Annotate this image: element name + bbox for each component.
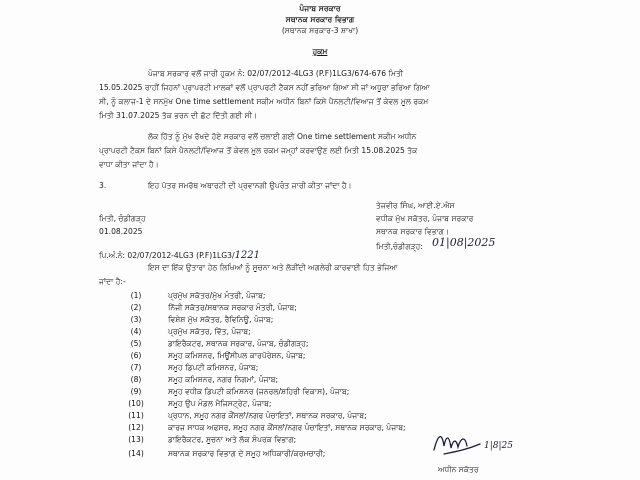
list-item-text: ਪ੍ਰਮੁੱਖ ਸਕੱਤਰ/ਮੁੱਖ ਮੰਤਰੀ, ਪੰਜਾਬ; [168, 291, 266, 300]
order-heading: ਹੁਕਮ [312, 47, 328, 56]
issue-date: 01.08.2025 [99, 227, 143, 236]
list-item-text: ਸਮੂਹ ਵਧੀਕ ਡਿਪਟੀ ਕਮਿਸ਼ਨਰ (ਜਨਰਲ/ਸ਼ਹਿਰੀ ਵਿਕਾਸ), ਪੰਜਾਬ; [168, 387, 350, 396]
list-item-number: (9) [130, 387, 142, 396]
paragraph-3-number: 3. [99, 181, 107, 190]
under-secretary-label: ਅਧੀਨ ਸਕੱਤਰ [438, 465, 479, 474]
list-item-number: (4) [130, 327, 142, 336]
signatory-name: ਤੇਜਵੀਰ ਸਿੰਘ, ਆਈ.ਏ.ਐਸ [376, 201, 455, 210]
endorsement-handwritten-number: 1221 [234, 250, 261, 261]
header-government: ਪੰਜਾਬ ਸਰਕਾਰ [299, 4, 341, 13]
paragraph-2-line-2: ਪ੍ਰਾਪਰਟੀ ਟੈਕਸ ਬਿਨਾਂ ਕਿਸੇ ਪੈਨਲਟੀ/ਵਿਆਜ ਤੋਂ ਕੇਵਲ ਮੂਲ ਰਕਮ ਜਮ੍ਹਾਂ ਕਰਵਾਉਣ ਲਈ ਮਿਤੀ 15.08.2025 ਤੱਕ [99, 146, 418, 155]
list-item-number: (13) [128, 435, 144, 444]
list-item-text: ਡਾਇਰੈਕਟਰ, ਸੂਚਨਾ ਅਤੇ ਲੋਕ ਸੰਪਰਕ ਵਿਭਾਗ; [168, 435, 297, 444]
list-item-number: (3) [130, 315, 142, 324]
footer-handwritten-date: 1|8|25 [484, 441, 513, 451]
list-item-text: ਸਮੂਹ ਉਪ ਮੰਡਲ ਮੈਜਿਸਟ੍ਰੇਟ, ਪੰਜਾਬ; [168, 399, 272, 408]
list-item-number: (7) [130, 363, 142, 372]
paragraph-1-line-2: 15.05.2025 ਰਾਹੀਂ ਜਿਹਨਾਂ ਪ੍ਰਾਪਰਟੀ ਮਾਲਕਾਂ ਵਲੋਂ ਪ੍ਰਾਪਰਟੀ ਟੈਕਸ ਨਹੀਂ ਭਰਿਆ ਗਿਆ ਸੀ ਜਾਂ ਅਧੂਰਾ ਭਰਿਆ ਗਿਆ [99, 83, 430, 92]
signatory-department: ਸਥਾਨਕ ਸਰਕਾਰ ਵਿਭਾਗ। [376, 227, 450, 236]
list-item-text: ਵਿਸ਼ੇਸ਼ ਮੁੱਖ ਸਕੱਤਰ, ਰੈਵਿਨਿਊ, ਪੰਜਾਬ; [168, 315, 274, 324]
list-item-number: (1) [130, 291, 142, 300]
list-item-text: ਪ੍ਰਮੁੱਖ ਸਕੱਤਰ, ਵਿੱਤ, ਪੰਜਾਬ; [168, 327, 251, 336]
issue-place: ਮਿਤੀ, ਚੰਡੀਗੜ੍ਹ [99, 214, 146, 223]
paragraph-2-line-3: ਵਾਧਾ ਕੀਤਾ ਜਾਂਦਾ ਹੈ। [99, 160, 159, 169]
list-item-text: ਨਿੱਜੀ ਸਕੱਤਰ/ਸਥਾਨਕ ਸਰਕਾਰ ਮੰਤਰੀ, ਪੰਜਾਬ; [168, 303, 297, 312]
paragraph-2-line-1: ਲੋਕ ਹਿੱਤ ਨੂੰ ਮੁੱਖ ਰੱਖਦੇ ਹੋਏ ਸਰਕਾਰ ਵਲੋਂ ਚਲਾਈ ਗਈ One time settlement ਸਕੀਮ ਅਧੀਨ [148, 132, 417, 141]
list-item-number: (12) [128, 423, 144, 432]
list-item-text: ਸਥਾਨਕ ਸਰਕਾਰ ਵਿਭਾਗ ਦੇ ਸਮੂਹ ਅਧਿਕਾਰੀ/ਕਰਮਚਾਰੀ; [168, 449, 326, 458]
list-item-number: (10) [128, 399, 144, 408]
signatory-place-date-label: ਮਿਤੀ,ਚੰਡੀਗੜ੍ਹ: [376, 242, 423, 251]
paragraph-1-line-3: ਸੀ, ਨੂੰ ਕਲਾਜ-1 ਦੇ ਸਨਮੁੱਖ One time settlement ਸਕੀਮ ਅਧੀਨ ਬਿਨਾਂ ਕਿਸੇ ਪੈਨਲਟੀ/ਵਿਆਜ ਤੋਂ ਕੇਵਲ ਮੂਲ ਰਕਮ [99, 97, 429, 106]
list-item-number: (6) [130, 351, 142, 360]
list-item-text: ਕਾਰਜ ਸਾਧਕ ਅਫਸਰ, ਸਮੂਹ ਨਗਰ ਕੌਂਸਲਾਂ/ਨਗਰ ਪੰਚਾਇਤਾਂ, ਸਥਾਨਕ ਸਰਕਾਰ, ਪੰਜਾਬ; [168, 423, 406, 432]
header-branch: (ਸਥਾਨਕ ਸਰਕਾਰ-3 ਸ਼ਾਖਾ) [281, 26, 359, 35]
list-item-number: (8) [130, 375, 142, 384]
list-item-text: ਪ੍ਰਧਾਨ, ਸਮੂਹ ਨਗਰ ਕੌਂਸਲਾਂ/ਨਗਰ ਪੰਚਾਇਤਾਂ, ਸਥਾਨਕ ਸਰਕਾਰ, ਪੰਜਾਬ; [168, 411, 367, 420]
signatory-handwritten-date: 01|08|2025 [432, 236, 496, 249]
list-item-text: ਸਮੂਹ ਡਿਪਟੀ ਕਮਿਸ਼ਨਰ, ਪੰਜਾਬ; [168, 363, 259, 372]
list-item-number: (11) [128, 411, 144, 420]
paragraph-1-line-4: ਮਿਤੀ 31.07.2025 ਤੱਕ ਭਰਨ ਦੀ ਛੋਟ ਦਿੱਤੀ ਗਈ ਸੀ। [99, 111, 258, 120]
endorsement-number-prefix: ਪਿ.ਅੰ.ਨੰ: 02/07/2012-4LG3 (P.F)1LG3/ [99, 251, 235, 260]
paragraph-1-line-1: ਪੰਜਾਬ ਸਰਕਾਰ ਵਲੋਂ ਜਾਰੀ ਹੁਕਮ ਨੰ: 02/07/2012-4LG3 (P.F)1LG3/674-676 ਮਿਤੀ [148, 69, 404, 78]
header-department: ਸਥਾਨਕ ਸਰਕਾਰ ਵਿਭਾਗ [285, 15, 355, 24]
list-item-text: ਸਮੂਹ ਕਮਿਸ਼ਨਰ, ਮਿਊਂਸੀਪਲ ਕਾਰਪੋਰੇਸ਼ਨ, ਪੰਜਾਬ; [168, 351, 306, 360]
list-item-number: (14) [128, 449, 144, 458]
endorsement-line-1: ਇਸ ਦਾ ਇੱਕ ਉਤਾਰਾ ਹੇਠ ਲਿਖਿਆਂ ਨੂੰ ਸੂਚਨਾ ਅਤੇ ਲੋੜੀਂਦੀ ਅਗਲੇਰੀ ਕਾਰਵਾਈ ਹਿਤ ਭੇਜਿਆ [148, 263, 398, 272]
endorsement-line-2: ਜਾਂਦਾ ਹੈ:- [99, 277, 126, 286]
handwritten-signature [432, 428, 488, 458]
list-item-text: ਡਾਇਰੈਕਟਰ, ਸਥਾਨਕ ਸਰਕਾਰ, ਪੰਜਾਬ, ਚੰਡੀਗੜ੍ਹ; [168, 339, 309, 348]
paragraph-3-text: ਇਹ ਪੱਤਰ ਸਮਰੱਥ ਅਥਾਰਟੀ ਦੀ ਪ੍ਰਵਾਨਗੀ ਉਪਰੰਤ ਜਾਰੀ ਕੀਤਾ ਜਾਂਦਾ ਹੈ। [148, 181, 352, 190]
list-item-number: (2) [130, 303, 142, 312]
list-item-text: ਸਮੂਹ ਕਮਿਸ਼ਨਰ, ਨਗਰ ਨਿਗਮਾਂ, ਪੰਜਾਬ; [168, 375, 279, 384]
signatory-designation: ਵਧੀਕ ਮੁੱਖ ਸਕੱਤਰ, ਪੰਜਾਬ ਸਰਕਾਰ [376, 214, 474, 223]
list-item-number: (5) [130, 339, 142, 348]
